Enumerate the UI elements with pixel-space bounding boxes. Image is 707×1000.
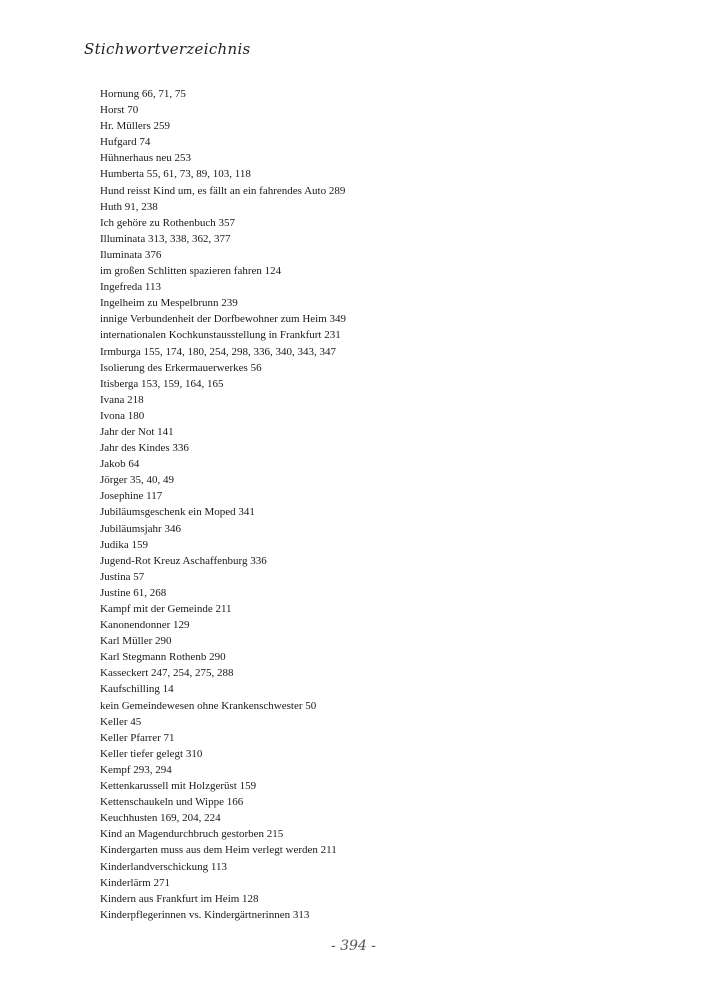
index-entry: Kindergarten muss aus dem Heim verlegt werden 211	[100, 844, 337, 857]
index-entry: Judika 159	[100, 538, 148, 551]
index-entry: Horst 70	[100, 104, 139, 117]
index-entry: Itisberga 153, 159, 164, 165	[100, 377, 224, 390]
index-entry: Jakob 64	[100, 458, 140, 471]
index-entry: Justina 57	[100, 570, 145, 583]
index-entry: internationalen Kochkunstausstellung in Frankfurt 231	[100, 329, 341, 342]
index-entry: Ingefreda 113	[100, 281, 161, 294]
index-entry: Ivana 218	[100, 393, 144, 406]
index-entry: Ivona 180	[100, 409, 145, 422]
index-entry: Keuchhusten 169, 204, 224	[100, 812, 221, 825]
index-entry: Ingelheim zu Mespelbrunn 239	[100, 297, 238, 310]
index-entry: Kinderpflegerinnen vs. Kindergärtnerinnen 313	[100, 908, 310, 921]
index-entry: Jubiläumsgeschenk ein Moped 341	[100, 506, 255, 519]
index-entry: im großen Schlitten spazieren fahren 124	[100, 265, 282, 278]
index-entry: Keller tiefer gelegt 310	[100, 747, 203, 760]
index-entry: Kindern aus Frankfurt im Heim 128	[100, 892, 259, 905]
index-entry: Iluminata 376	[100, 248, 162, 261]
index-entry: Kettenschaukeln und Wippe 166	[100, 796, 244, 809]
index-entry: Kinderlandverschickung 113	[100, 860, 227, 873]
index-entry: Hühnerhaus neu 253	[100, 152, 192, 165]
index-entry: Hornung 66, 71, 75	[100, 88, 186, 100]
index-entry: Hr. Müllers 259	[100, 120, 170, 133]
index-entry: Jugend-Rot Kreuz Aschaffenburg 336	[100, 554, 267, 567]
index-entry: Kempf 293, 294	[100, 763, 172, 776]
page-header-title: Stichwortverzeichnis	[84, 40, 251, 58]
index-entry: Kind an Magendurchbruch gestorben 215	[100, 828, 284, 841]
index-entry: Isolierung des Erkermauerwerkes 56	[100, 361, 262, 374]
index-entry: Ich gehöre zu Rothenbuch 357	[100, 216, 236, 229]
index-entry: Hufgard 74	[100, 136, 151, 149]
index-entry: Hund reisst Kind um, es fällt an ein fahrendes Auto 289	[100, 184, 346, 197]
index-entry-list	[100, 86, 660, 923]
index-entry: Kaufschilling 14	[100, 683, 174, 696]
index-entry: Kettenkarussell mit Holzgerüst 159	[100, 780, 257, 793]
index-entry: Karl Müller 290	[100, 635, 172, 648]
index-entry: Huth 91, 238	[100, 200, 158, 213]
index-entry: Jahr des Kindes 336	[100, 442, 189, 455]
index-entry: Justine 61, 268	[100, 586, 167, 599]
index-entry: Jubiläumsjahr 346	[100, 522, 181, 535]
index-entry: Irmburga 155, 174, 180, 254, 298, 336, 340, 343, 347	[100, 345, 336, 358]
index-entry: Keller Pfarrer 71	[100, 731, 175, 744]
index-entry: Kinderlärm 271	[100, 876, 170, 889]
index-entry: Jahr der Not 141	[100, 425, 174, 438]
index-entry: innige Verbundenheit der Dorfbewohner zum Heim 349	[100, 313, 347, 326]
index-entry: kein Gemeindewesen ohne Krankenschwester 50	[100, 699, 317, 712]
index-entry: Kampf mit der Gemeinde 211	[100, 603, 232, 615]
index-entry: Kanonendonner 129	[100, 619, 190, 632]
page-number: - 394 -	[330, 938, 377, 954]
index-entry: Jörger 35, 40, 49	[100, 474, 175, 487]
index-entry: Keller 45	[100, 715, 142, 728]
index-entry: Humberta 55, 61, 73, 89, 103, 118	[100, 168, 251, 181]
index-entry: Karl Stegmann Rothenb 290	[100, 651, 226, 664]
index-entry: Kasseckert 247, 254, 275, 288	[100, 667, 234, 680]
index-entry: Josephine 117	[100, 490, 163, 503]
index-entry: Illuminata 313, 338, 362, 377	[100, 232, 231, 245]
